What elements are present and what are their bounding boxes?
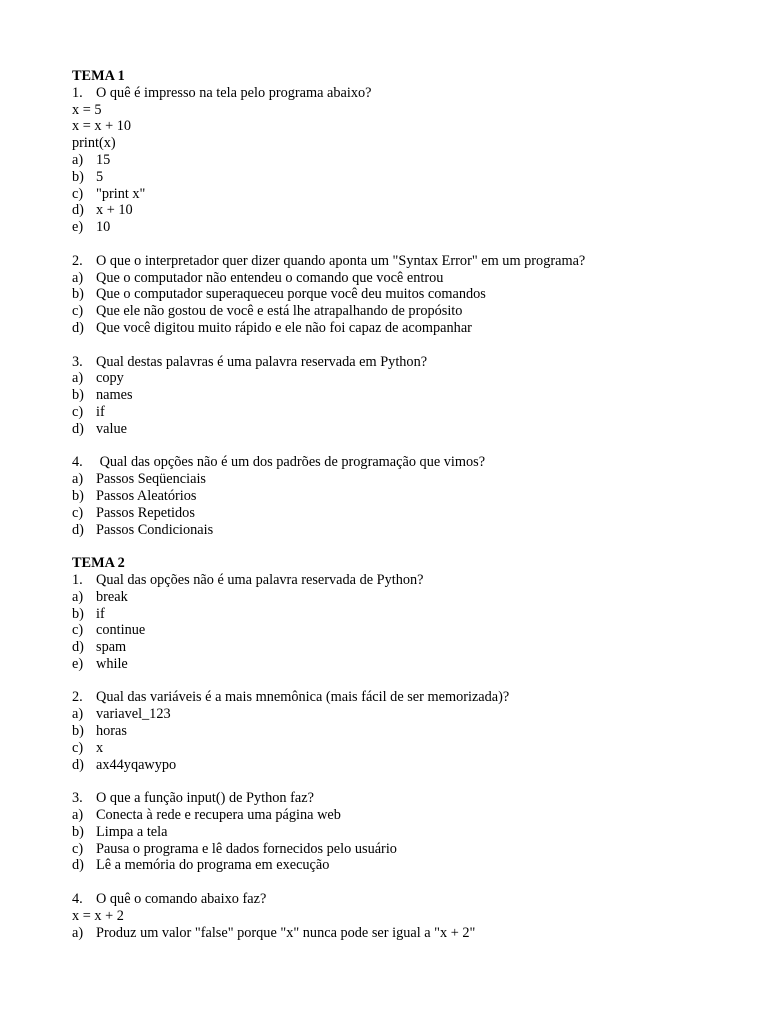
question-2: [72, 253, 712, 337]
answer-option: [72, 656, 712, 673]
answer-option: [72, 303, 712, 320]
question-number: 3.: [72, 790, 83, 807]
option-label: a): [72, 370, 84, 387]
option-text: x + 10: [96, 202, 133, 219]
section-2: [72, 555, 712, 941]
option-label: d): [72, 420, 84, 437]
question-stem: [72, 891, 712, 908]
question-number: 1.: [72, 84, 83, 101]
option-text: "print x": [96, 185, 146, 202]
answer-option: [72, 152, 712, 169]
question-number: 2.: [72, 252, 83, 269]
question-text: Qual das opções não é um dos padrões de programação que vimos?: [96, 454, 486, 471]
question-3: [72, 354, 712, 438]
answer-option: [72, 169, 712, 186]
option-label: a): [72, 269, 84, 286]
option-text: Que você digitou muito rápido e ele não foi capaz de acompanhar: [96, 319, 472, 336]
question-text: O quê o comando abaixo faz?: [96, 891, 267, 908]
option-label: b): [72, 286, 84, 303]
answer-option: [72, 219, 712, 236]
code-line: x = 5: [72, 101, 102, 118]
option-label: b): [72, 387, 84, 404]
option-text: 10: [96, 219, 111, 236]
option-text: 15: [96, 151, 111, 168]
question-text: O quê é impresso na tela pelo programa abaixo?: [96, 84, 372, 101]
answer-option: [72, 857, 712, 874]
option-label: c): [72, 622, 84, 639]
answer-option: [72, 824, 712, 841]
option-text: Conecta à rede e recupera uma página web: [96, 807, 341, 824]
option-text: names: [96, 387, 133, 404]
blank-line: [72, 236, 712, 253]
document-content: [72, 68, 712, 941]
option-label: b): [72, 168, 84, 185]
answer-option: [72, 186, 712, 203]
question-stem: [72, 354, 712, 371]
question-number: 1.: [72, 571, 83, 588]
option-label: b): [72, 605, 84, 622]
answer-option: [72, 286, 712, 303]
option-text: while: [96, 655, 128, 672]
option-text: if: [96, 403, 105, 420]
question-stem: [72, 572, 712, 589]
option-text: Pausa o programa e lê dados fornecidos pelo usuário: [96, 840, 397, 857]
question-stem: [72, 454, 712, 471]
answer-option: [72, 421, 712, 438]
code-line: x = x + 10: [72, 118, 132, 135]
option-label: b): [72, 823, 84, 840]
answer-option: [72, 639, 712, 656]
question-stem: [72, 253, 712, 270]
answer-option: [72, 505, 712, 522]
option-label: d): [72, 202, 84, 219]
option-text: value: [96, 420, 127, 437]
question-number: 4.: [72, 891, 83, 908]
blank-line: [72, 874, 712, 891]
answer-option: [72, 270, 712, 287]
question-text: O que a função input() de Python faz?: [96, 790, 314, 807]
answer-option: [72, 320, 712, 337]
option-label: d): [72, 756, 84, 773]
option-label: a): [72, 151, 84, 168]
answer-option: [72, 606, 712, 623]
option-text: Que o computador superaqueceu porque você deu muitos comandos: [96, 286, 486, 303]
question-text: Qual destas palavras é uma palavra reservada em Python?: [96, 353, 428, 370]
answer-option: [72, 925, 712, 942]
question-stem: [72, 85, 712, 102]
answer-option: [72, 723, 712, 740]
code-line: print(x): [72, 135, 116, 152]
answer-option: [72, 387, 712, 404]
option-text: horas: [96, 723, 127, 740]
option-text: break: [96, 588, 128, 605]
option-text: Produz um valor "false" porque "x" nunca pode ser igual a "x + 2": [96, 924, 476, 941]
option-label: c): [72, 403, 84, 420]
option-label: a): [72, 706, 84, 723]
answer-option: [72, 471, 712, 488]
answer-option: [72, 404, 712, 421]
question-stem: [72, 689, 712, 706]
option-text: variavel_123: [96, 706, 171, 723]
option-label: a): [72, 924, 84, 941]
blank-line: [72, 538, 712, 555]
question-text: O que o interpretador quer dizer quando aponta um "Syntax Error" em um programa?: [96, 252, 586, 269]
question-3: [72, 790, 712, 874]
question-4: [72, 891, 712, 941]
option-label: b): [72, 487, 84, 504]
option-label: d): [72, 639, 84, 656]
option-text: spam: [96, 639, 127, 656]
answer-option: [72, 589, 712, 606]
question-number: 3.: [72, 353, 83, 370]
option-text: 5: [96, 168, 104, 185]
option-label: c): [72, 303, 84, 320]
option-text: Limpa a tela: [96, 823, 168, 840]
option-label: b): [72, 723, 84, 740]
answer-option: [72, 622, 712, 639]
answer-option: [72, 522, 712, 539]
option-text: Que ele não gostou de você e está lhe atrapalhando de propósito: [96, 303, 463, 320]
option-label: c): [72, 739, 84, 756]
option-text: Passos Aleatórios: [96, 487, 197, 504]
section-1: [72, 68, 712, 538]
question-1: [72, 572, 712, 673]
answer-option: [72, 370, 712, 387]
question-text: Qual das opções não é uma palavra reservada de Python?: [96, 571, 424, 588]
option-label: c): [72, 185, 84, 202]
option-text: continue: [96, 622, 146, 639]
answer-option: [72, 202, 712, 219]
answer-option: [72, 706, 712, 723]
option-label: e): [72, 655, 84, 672]
option-text: copy: [96, 370, 124, 387]
answer-option: [72, 740, 712, 757]
blank-line: [72, 673, 712, 690]
option-text: Que o computador não entendeu o comando que você entrou: [96, 269, 444, 286]
question-number: 4.: [72, 454, 83, 471]
question-1: [72, 85, 712, 236]
option-label: a): [72, 471, 84, 488]
option-label: c): [72, 504, 84, 521]
option-text: x: [96, 739, 104, 756]
option-text: Lê a memória do programa em execução: [96, 857, 330, 874]
blank-line: [72, 438, 712, 455]
option-label: d): [72, 521, 84, 538]
question-text: Qual das variáveis é a mais mnemônica (mais fácil de ser memorizada)?: [96, 689, 510, 706]
option-text: ax44yqawypo: [96, 756, 177, 773]
blank-line: [72, 337, 712, 354]
answer-option: [72, 841, 712, 858]
option-label: e): [72, 219, 84, 236]
answer-option: [72, 757, 712, 774]
question-4: [72, 454, 712, 538]
option-label: d): [72, 857, 84, 874]
question-stem: [72, 790, 712, 807]
section-heading: TEMA 1: [72, 68, 125, 84]
option-text: Passos Repetidos: [96, 504, 195, 521]
question-number: 2.: [72, 689, 83, 706]
answer-option: [72, 807, 712, 824]
option-label: d): [72, 319, 84, 336]
option-text: Passos Seqüenciais: [96, 471, 206, 488]
option-label: c): [72, 840, 84, 857]
question-2: [72, 689, 712, 773]
option-label: a): [72, 807, 84, 824]
answer-option: [72, 488, 712, 505]
option-text: if: [96, 605, 105, 622]
blank-line: [72, 773, 712, 790]
code-line: x = x + 2: [72, 907, 124, 924]
section-heading: TEMA 2: [72, 555, 125, 572]
option-text: Passos Condicionais: [96, 521, 214, 538]
option-label: a): [72, 588, 84, 605]
